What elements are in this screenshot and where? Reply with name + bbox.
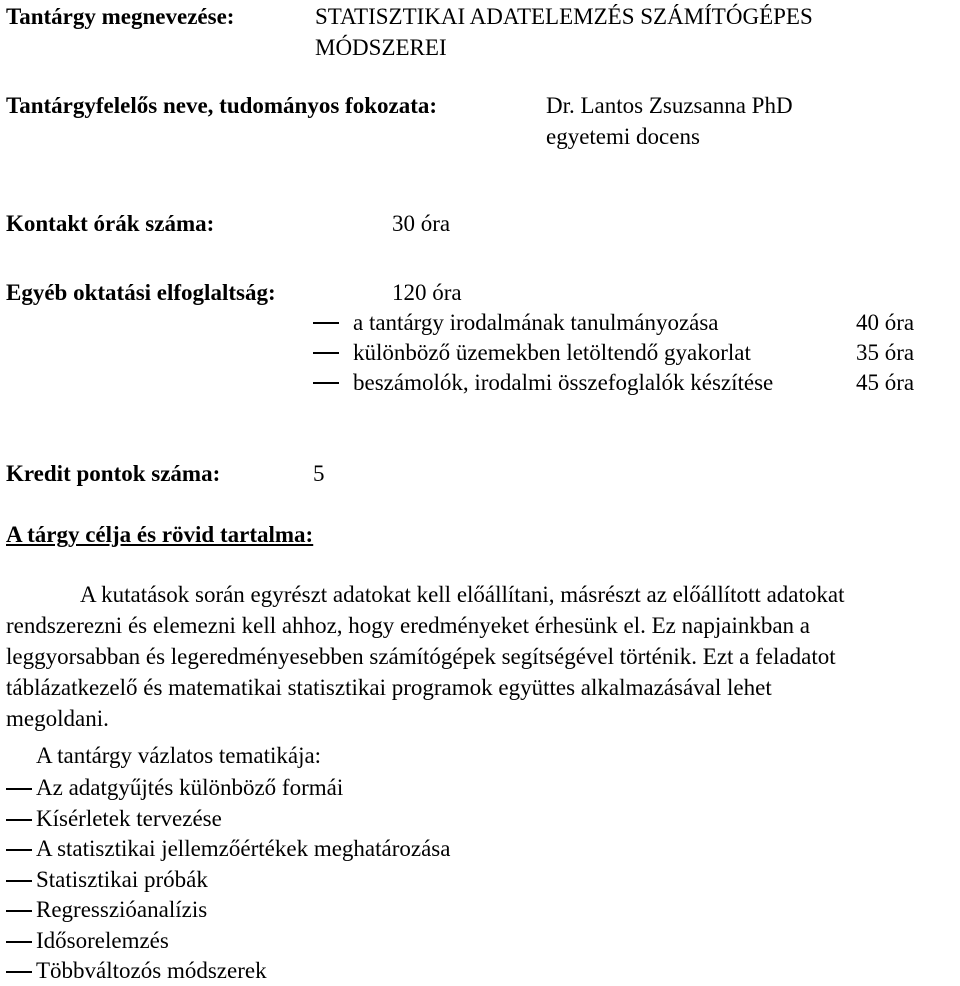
contact-hours-value: 30 óra — [392, 211, 451, 236]
subject-value-line2: MÓDSZEREI — [315, 35, 447, 60]
topic-item-text: A statisztikai jellemzőértékek meghatározása — [36, 836, 451, 861]
activity-item-text: a tantárgy irodalmának tanulmányozása — [353, 310, 719, 335]
activity-item-hours: 40 óra — [856, 310, 915, 335]
contact-hours-label: Kontakt órák száma: — [6, 211, 215, 236]
topic-item-text: Idősorelemzés — [36, 928, 169, 953]
credits-value: 5 — [313, 461, 325, 486]
responsible-title: egyetemi docens — [546, 124, 700, 149]
goal-line: leggyorsabban és legeredményesebben számítógépek segítségével történik. Ezt a feladatot — [6, 644, 836, 669]
topics-heading: A tantárgy vázlatos tematikája: — [36, 743, 322, 768]
dash-bullet-icon — [6, 849, 32, 851]
goal-line: megoldani. — [6, 706, 109, 731]
topic-item — [0, 804, 960, 834]
subject-label: Tantárgy megnevezése: — [6, 4, 235, 29]
topic-item — [0, 834, 960, 864]
topic-item-text: Kísérletek tervezése — [36, 806, 222, 831]
topic-item-text: Többváltozós módszerek — [36, 958, 267, 983]
dash-bullet-icon — [6, 819, 32, 821]
dash-bullet-icon — [6, 971, 32, 973]
goal-heading: A tárgy célja és rövid tartalma: — [6, 522, 314, 547]
subject-value-line1: STATISZTIKAI ADATELEMZÉS SZÁMÍTÓGÉPES — [315, 4, 813, 29]
goal-paragraph — [6, 580, 956, 735]
topic-item-text: Az adatgyűjtés különböző formái — [36, 775, 344, 800]
topic-item — [0, 895, 960, 925]
goal-line: rendszerezni és elemezni kell ahhoz, hogy eredményeket érhesünk el. Ez napjainkban a — [6, 613, 811, 638]
topic-item-text: Statisztikai próbák — [36, 867, 208, 892]
dash-bullet-icon — [313, 352, 339, 354]
activity-item-hours: 45 óra — [856, 370, 915, 395]
activity-item-text: beszámolók, irodalmi összefoglalók készítése — [353, 370, 774, 395]
dash-bullet-icon — [6, 941, 32, 943]
activity-item-hours: 35 óra — [856, 340, 915, 365]
activity-item-text: különböző üzemekben letöltendő gyakorlat — [353, 340, 751, 365]
dash-bullet-icon — [313, 322, 339, 324]
goal-line: táblázatkezelő és matematikai statisztikai programok együttes alkalmazásával lehet — [6, 675, 772, 700]
other-activity-total: 120 óra — [392, 280, 462, 305]
credits-label: Kredit pontok száma: — [6, 461, 221, 486]
dash-bullet-icon — [6, 788, 32, 790]
other-activity-label: Egyéb oktatási elfoglaltság: — [6, 280, 276, 305]
goal-line: A kutatások során egyrészt adatokat kell előállítani, másrészt az előállított adatokat — [80, 582, 845, 607]
topic-item — [0, 956, 960, 986]
topic-item-text: Regresszióanalízis — [36, 897, 208, 922]
dash-bullet-icon — [6, 880, 32, 882]
responsible-name: Dr. Lantos Zsuzsanna PhD — [546, 93, 793, 118]
dash-bullet-icon — [313, 382, 339, 384]
dash-bullet-icon — [6, 910, 32, 912]
responsible-label: Tantárgyfelelős neve, tudományos fokozata: — [6, 93, 438, 118]
topic-item — [0, 773, 960, 803]
topic-item — [0, 926, 960, 956]
topic-item — [0, 865, 960, 895]
